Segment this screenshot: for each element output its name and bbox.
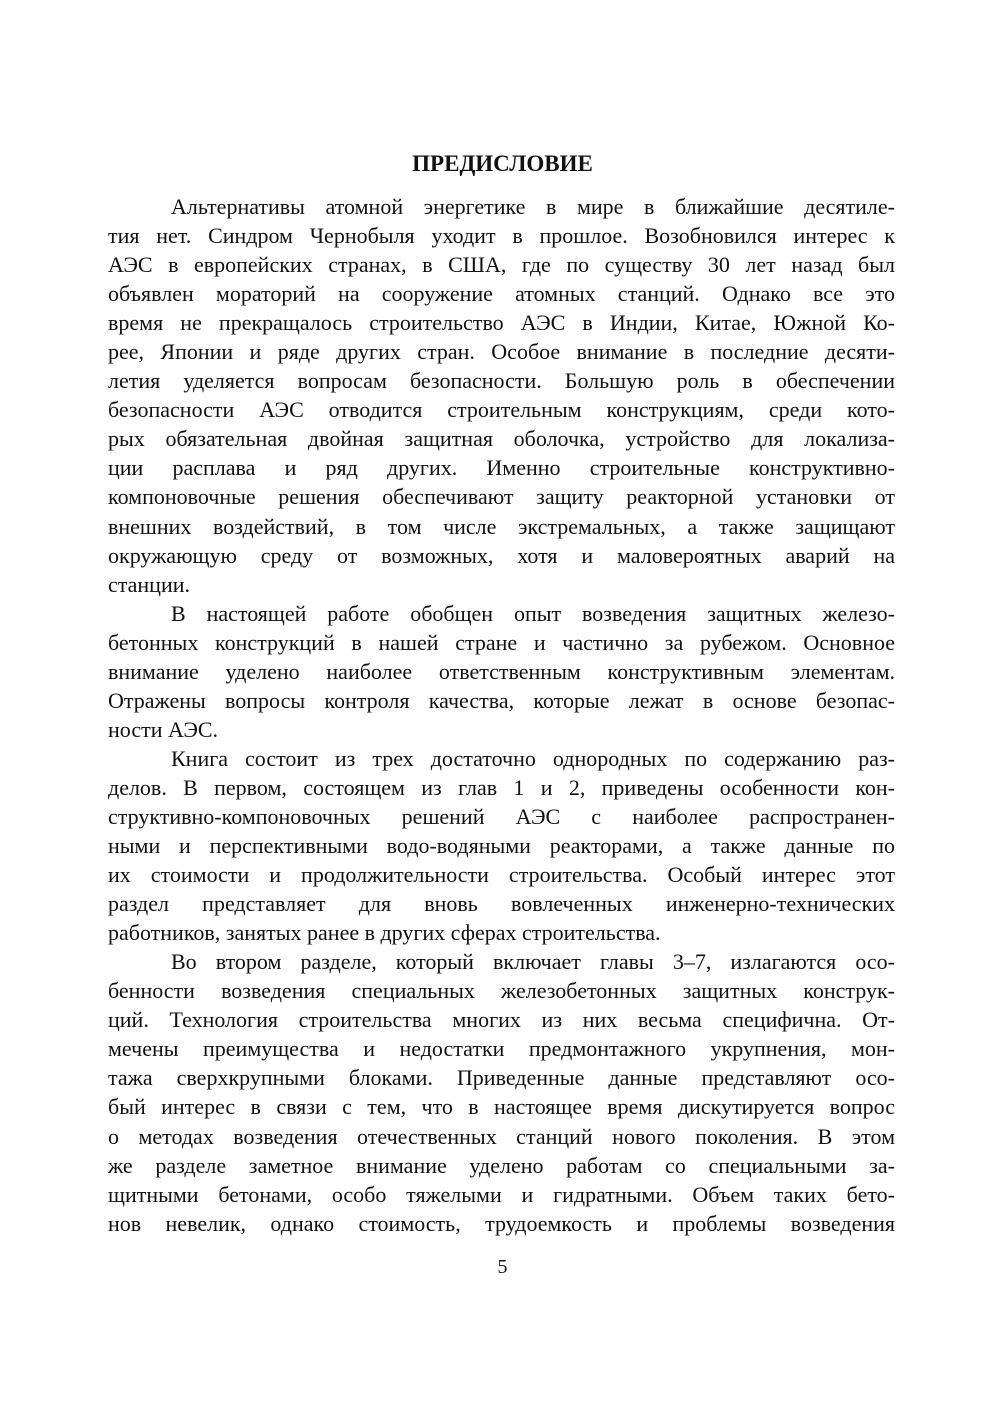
text-line: Альтернативы атомной энергетике в мире в ближайшие десятиле-	[171, 194, 895, 219]
text-line: ными и перспективными водо-водяными реакторами, а также данные по	[108, 833, 895, 859]
text-line: рее, Японии и ряде других стран. Особое внимание в последние десяти-	[108, 339, 895, 365]
text-line: ций. Технология строительства многих из них весьма специфична. От-	[108, 1007, 895, 1033]
text-line: нов невелик, однако стоимость, трудоемкость и проблемы возведения	[108, 1210, 895, 1236]
text-line: тажа сверхкрупными блоками. Приведенные данные представляют осо-	[108, 1065, 895, 1091]
page-number: 5	[497, 1256, 508, 1278]
paragraph-2	[108, 599, 895, 744]
paragraph-4	[108, 947, 895, 1237]
text-line: внешних воздействий, в том числе экстремальных, а также защищают	[108, 513, 895, 539]
text-line: Во втором разделе, который включает главы 3–7, излагаются осо-	[171, 949, 895, 975]
text-line: щитными бетонами, особо тяжелыми и гидратными. Объем таких бето-	[108, 1181, 895, 1207]
text-line: ции расплава и ряд других. Именно строительные конструктивно-	[108, 455, 895, 481]
text-line: бый интерес в связи с тем, что в настоящее время дискутируется вопрос	[108, 1094, 895, 1120]
text-line: работников, занятых ранее в других сферах строительства.	[108, 920, 661, 946]
text-line: рых обязательная двойная защитная оболочка, устройство для локализа-	[108, 426, 895, 452]
text-line: о методах возведения отечественных станций нового поколения. В этом	[108, 1123, 895, 1149]
text-line: их стоимости и продолжительности строительства. Особый интерес этот	[108, 862, 895, 888]
text-line: АЭС в европейских странах, в США, где по существу 30 лет назад был	[108, 252, 895, 278]
text-line: делов. В первом, состоящем из глав 1 и 2, приведены особенности кон-	[108, 774, 895, 800]
text-line: раздел представляет для вновь вовлеченных инженерно-технических	[108, 891, 895, 917]
paragraph-3	[108, 744, 895, 947]
paragraph-1	[108, 192, 895, 599]
text-line: же разделе заметное внимание уделено работам со специальными за-	[108, 1152, 895, 1178]
text-line: Книга состоит из трех достаточно однородных по содержанию раз-	[171, 745, 895, 771]
text-line: бетонных конструкций в нашей стране и частично за рубежом. Основное	[108, 629, 895, 655]
text-line: окружающую среду от возможных, хотя и маловероятных аварий на	[108, 542, 895, 568]
text-line: безопасности АЭС отводится строительным конструкциям, среди кото-	[108, 397, 895, 423]
page-title: ПРЕДИСЛОВИЕ	[412, 151, 593, 176]
text-line: станции.	[108, 571, 191, 597]
text-line: внимание уделено наиболее ответственным конструктивным элементам.	[108, 658, 895, 684]
text-line: тия нет. Синдром Чернобыля уходит в прошлое. Возобновился интерес к	[108, 223, 895, 249]
text-line: время не прекращалось строительство АЭС в Индии, Китае, Южной Ко-	[108, 310, 895, 336]
text-line: ности АЭС.	[108, 716, 219, 742]
body-text	[108, 192, 895, 1238]
text-line: В настоящей работе обобщен опыт возведения защитных железо-	[171, 600, 895, 626]
text-line: мечены преимущества и недостатки предмонтажного укрупнения, мон-	[108, 1036, 895, 1062]
text-line: объявлен мораторий на сооружение атомных станций. Однако все это	[108, 281, 895, 307]
text-line: Отражены вопросы контроля качества, которые лежат в основе безопас-	[108, 687, 895, 713]
text-line: летия уделяется вопросам безопасности. Большую роль в обеспечении	[108, 368, 895, 394]
text-line: структивно-компоновочных решений АЭС с наиболее распространен-	[108, 803, 895, 829]
text-line: компоновочные решения обеспечивают защиту реакторной установки от	[108, 484, 895, 510]
text-line: бенности возведения специальных железобетонных защитных конструк-	[108, 978, 895, 1004]
